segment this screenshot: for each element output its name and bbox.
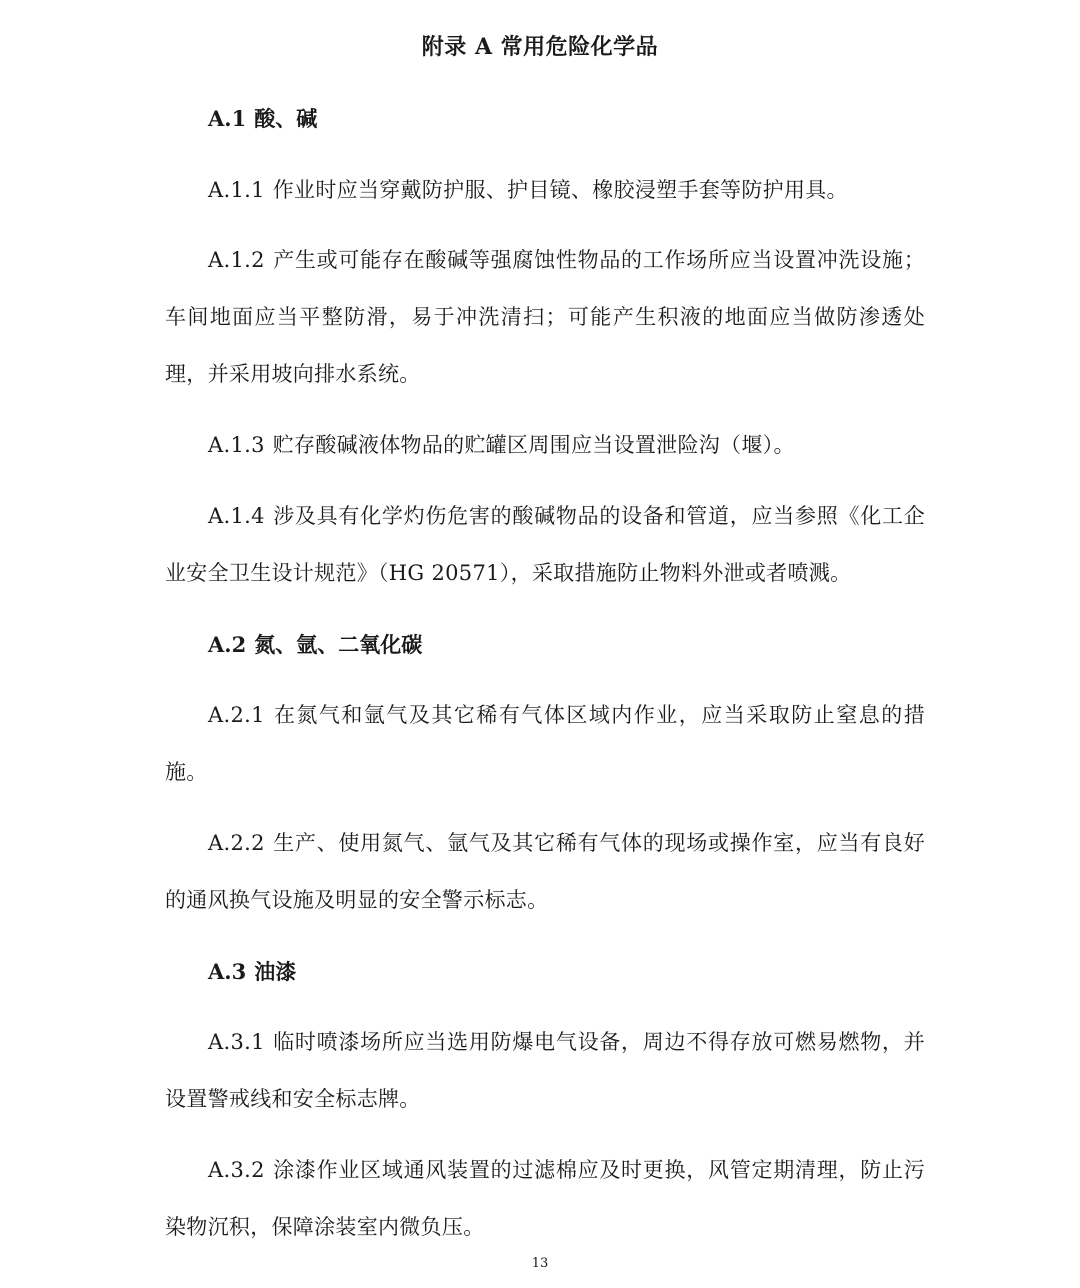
clause-a-1-3 xyxy=(165,417,925,474)
clause-text: 临时喷漆场所应当选用防爆电气设备，周边不得存放可燃易燃物，并设置警戒线和安全标志牌。 xyxy=(165,1030,925,1111)
page-number: 13 xyxy=(531,1256,549,1271)
section-heading-a1 xyxy=(208,103,317,135)
section-title: 油漆 xyxy=(254,959,297,984)
section-title: 氮、氩、二氧化碳 xyxy=(254,632,423,657)
clause-number: A.3.2 xyxy=(208,1158,265,1182)
clause-a-1-2 xyxy=(165,232,925,403)
clause-text: 涉及具有化学灼伤危害的酸碱物品的设备和管道，应当参照《化工企业安全卫生设计规范》（HG 20571），采取措施防止物料外泄或者喷溅。 xyxy=(165,504,925,585)
section-heading-a3 xyxy=(208,956,296,988)
clause-number: A.1.3 xyxy=(208,433,265,457)
clause-text: 生产、使用氮气、氩气及其它稀有气体的现场或操作室，应当有良好的通风换气设施及明显的安全警示标志。 xyxy=(165,831,925,912)
clause-a-3-1 xyxy=(165,1014,925,1128)
clause-text: 产生或可能存在酸碱等强腐蚀性物品的工作场所应当设置冲洗设施；车间地面应当平整防滑，易于冲洗清扫；可能产生积液的地面应当做防渗透处理，并采用坡向排水系统。 xyxy=(165,248,925,386)
section-number: A.3 xyxy=(208,959,247,984)
clause-a-1-1 xyxy=(165,162,925,219)
clause-number: A.3.1 xyxy=(208,1030,265,1054)
section-title: 酸、碱 xyxy=(254,106,318,131)
clause-a-2-1 xyxy=(165,687,925,801)
section-number: A.1 xyxy=(208,106,247,131)
clause-number: A.1.2 xyxy=(208,248,265,272)
clause-a-1-4 xyxy=(165,488,925,602)
clause-a-2-2 xyxy=(165,815,925,929)
section-heading-a2 xyxy=(208,629,422,661)
clause-number: A.1.4 xyxy=(208,504,265,528)
clause-number: A.2.2 xyxy=(208,831,265,855)
clause-text: 涂漆作业区域通风装置的过滤棉应及时更换，风管定期清理，防止污染物沉积，保障涂装室内微负压。 xyxy=(165,1158,925,1239)
section-number: A.2 xyxy=(208,632,247,657)
clause-text: 贮存酸碱液体物品的贮罐区周围应当设置泄险沟（堰）。 xyxy=(272,433,795,457)
clause-number: A.2.1 xyxy=(208,703,265,727)
appendix-title: 附录 A 常用危险化学品 xyxy=(421,34,659,60)
clause-number: A.1.1 xyxy=(208,178,265,202)
clause-text: 在氮气和氩气及其它稀有气体区域内作业，应当采取防止窒息的措施。 xyxy=(165,703,925,784)
clause-a-3-2 xyxy=(165,1142,925,1256)
clause-text: 作业时应当穿戴防护服、护目镜、橡胶浸塑手套等防护用具。 xyxy=(272,178,848,202)
